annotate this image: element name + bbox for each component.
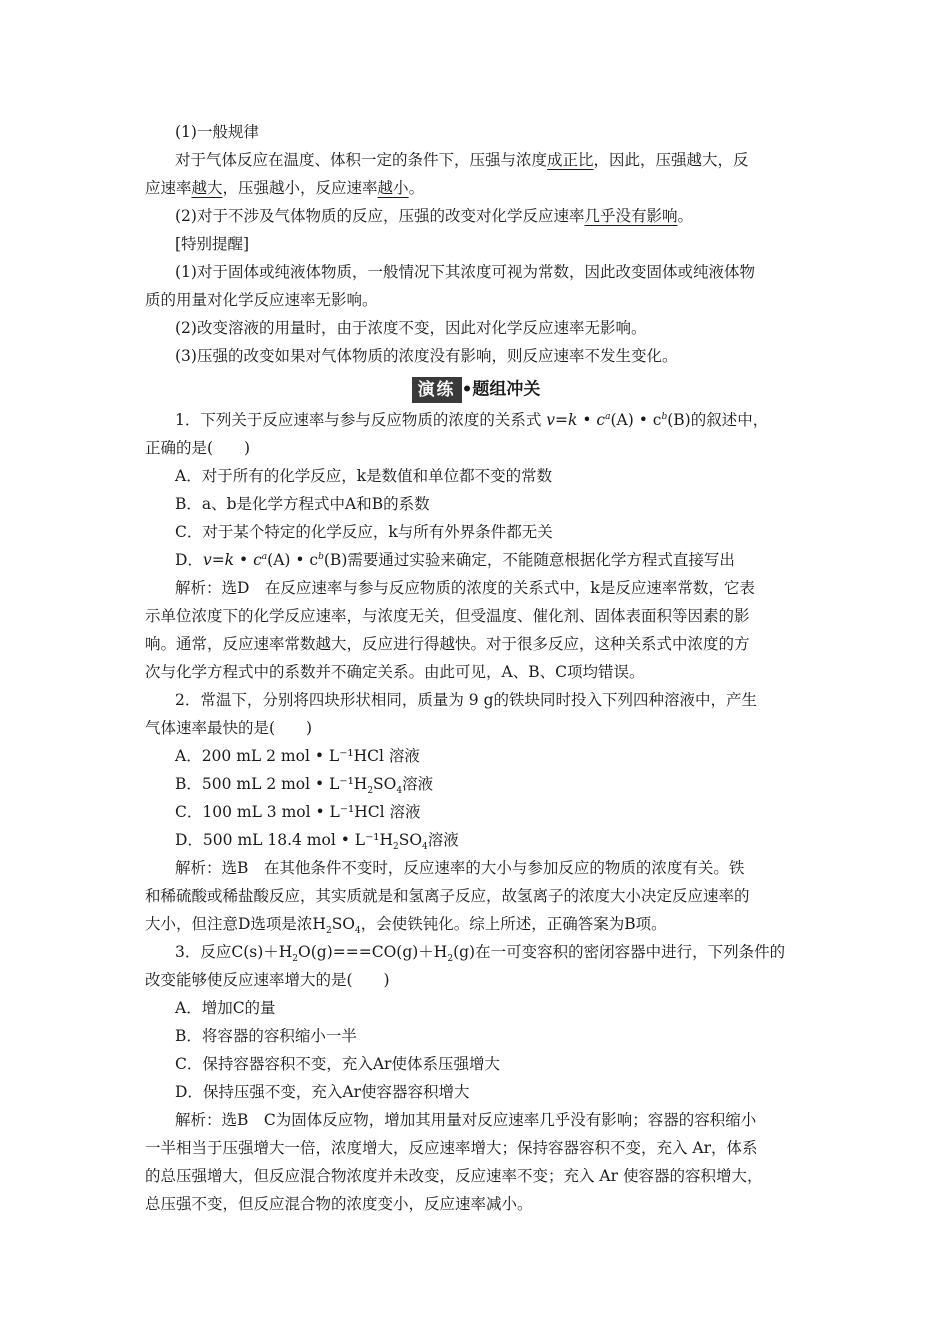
q1-option-a: A．对于所有的化学反应，k是数值和单位都不变的常数: [175, 467, 553, 485]
q3-option-a: A．增加C的量: [175, 999, 276, 1017]
q3-option-d: D．保持压强不变，充入Ar使容器容积增大: [175, 1083, 470, 1101]
q1-answer-line-4: 次与化学方程式中的系数并不确定关系。由此可见，A、B、C项均错误。: [145, 663, 645, 681]
reminder-heading: [特别提醒]: [175, 235, 250, 253]
q2-answer-line-1: 解析：选B 在其他条件不变时，反应速率的大小与参加反应的物质的浓度有关。铁: [175, 859, 745, 877]
q3-answer-line-4: 总压强不变，但反应混合物的浓度变小，反应速率减小。: [145, 1195, 533, 1213]
reminder-1-line-1: (1)对于固体或纯液体物质，一般情况下其浓度可视为常数，因此改变固体或纯液体物: [175, 263, 755, 281]
q2-answer-line-3: 大小，但注意D选项是浓$H_2SO_4$，会使铁钝化。综上所述，正确答案为B项。: [145, 915, 667, 937]
q1-stem-line-2: 正确的是( ): [145, 439, 251, 457]
q1-stem-line-1: 1．下列关于反应速率与参与反应物质的浓度的关系式 v=k • $c^a(A)$ • $c^b(B)$的叙述中，: [175, 411, 769, 429]
reminder-3: (3)压强的改变如果对气体物质的浓度没有影响，则反应速率不发生变化。: [175, 347, 678, 365]
q2-answer-line-2: 和稀硫酸或稀盐酸反应，其实质就是和氢离子反应，故氢离子的浓度大小决定反应速率的: [145, 887, 750, 905]
q3-answer-line-1: 解析：选B C为固体反应物，增加其用量对反应速率几乎没有影响；容器的容积缩小: [175, 1111, 757, 1129]
q1-answer-line-2: 示单位浓度下的化学反应速率，与浓度无关，但受温度、催化剂、固体表面积等因素的影: [145, 607, 750, 625]
q2-option-c: C．100 mL 3 mol • L⁻¹HCl 溶液: [175, 803, 421, 821]
q3-option-c: C．保持容器容积不变，充入Ar使体系压强增大: [175, 1055, 500, 1073]
rule-paragraph-line-1: 对于气体反应在温度、体积一定的条件下，压强与浓度成正比，因此，压强越大，反: [175, 151, 749, 169]
underlined-answer: 越大: [191, 179, 223, 197]
q3-answer-line-2: 一半相当于压强增大一倍，浓度增大，反应速率增大；保持容器容积不变，充入 Ar，体系: [145, 1139, 758, 1157]
rule-item-2: (2)对于不涉及气体物质的反应，压强的改变对化学反应速率几乎没有影响。: [175, 207, 693, 225]
q2-option-b: B．500 mL 2 mol • $L^{-1}H_2SO_4$溶液: [175, 775, 434, 797]
q1-option-c: C．对于某个特定的化学反应，k与所有外界条件都无关: [175, 523, 553, 541]
document-page: [145, 118, 807, 1218]
q2-option-d: D．500 mL 18.4 mol • $L^{-1}H_2SO_4$溶液: [175, 831, 459, 853]
section-title-text: •题组冲关: [461, 379, 541, 400]
reminder-1-line-2: 质的用量对化学反应速率无影响。: [145, 291, 378, 309]
q1-answer-line-1: 解析：选D 在反应速率与参与反应物质的浓度的关系式中，k是反应速率常数，它表: [175, 579, 755, 597]
q2-option-a: A．200 mL 2 mol • L⁻¹HCl 溶液: [175, 747, 420, 765]
q1-option-d: D．v=k • $c^a(A)$ • $c^b(B)$需要通过实验来确定，不能随意根据化学方程式直接写出: [175, 551, 735, 569]
underlined-answer: 越小: [377, 179, 409, 197]
q3-option-b: B．将容器的容积缩小一半: [175, 1027, 357, 1045]
rule-paragraph-line-2: 应速率越大，压强越小，反应速率越小。: [145, 179, 425, 197]
reminder-2: (2)改变溶液的用量时，由于浓度不变，因此对化学反应速率无影响。: [175, 319, 647, 337]
q3-stem-line-2: 改变能够使反应速率增大的是( ): [145, 971, 390, 989]
q2-stem-line-1: 2．常温下，分别将四块形状相同，质量为 9 g的铁块同时投入下列四种溶液中，产生: [175, 691, 758, 709]
section-title: [145, 372, 807, 406]
q1-answer-line-3: 响。通常，反应速率常数越大，反应进行得越快。对于很多反应，这种关系式中浓度的方: [145, 635, 750, 653]
q2-stem-line-2: 气体速率最快的是( ): [145, 719, 313, 737]
underlined-answer: 成正比: [547, 151, 594, 169]
q3-stem-line-1: 3．反应$C(s)+H_2O(g)===CO(g)+H_2(g)$在一可变容积的密闭容器中进行，下列条件的: [175, 943, 786, 965]
section-tag: 演练: [412, 377, 462, 403]
underlined-answer: 几乎没有影响: [584, 207, 678, 225]
q3-answer-line-3: 的总压强增大，但反应混合物浓度并未改变，反应速率不变；充入 Ar 使容器的容积增大，: [145, 1167, 763, 1185]
q1-option-b: B．a、b是化学方程式中A和B的系数: [175, 495, 430, 513]
general-rule-heading: (1)一般规律: [175, 123, 259, 141]
